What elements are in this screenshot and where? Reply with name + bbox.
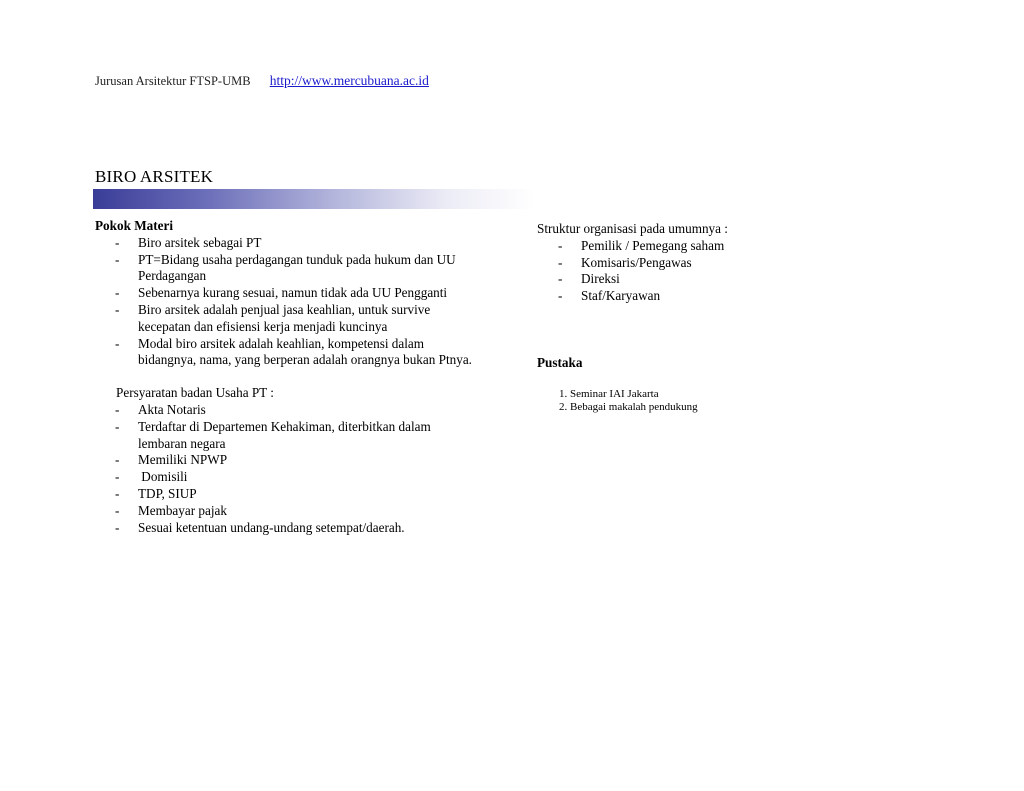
list-item [95,452,475,469]
dash-bullet: - [558,237,563,253]
dash-bullet: - [558,254,563,270]
list-item [95,336,475,370]
structure-list [537,238,837,305]
page-header [95,73,429,89]
dash-bullet: - [115,234,120,250]
right-column [537,221,837,415]
list-item-text: Direksi [581,271,620,287]
list-item-text: Modal biro arsitek adalah keahlian, kompetensi dalam bidangnya, nama, yang berperan adalah orangnya bukan Ptnya. [138,335,472,368]
list-item-text: Pemilik / Pemegang saham [581,237,725,253]
list-item-text: Staf/Karyawan [581,288,661,304]
department-label: Jurusan Arsitektur FTSP-UMB [95,74,251,88]
pokok-materi-list [95,235,475,369]
list-item-text: Sebenarnya kurang sesuai, namun tidak ada UU Pengganti [138,285,448,301]
references-list [537,388,837,415]
list-item-text: Domisili [138,469,188,485]
list-item [95,252,475,286]
dash-bullet: - [115,401,120,417]
requirements-list [95,402,475,536]
list-item [95,302,475,336]
list-item [537,255,837,272]
list-item-text: Akta Notaris [138,401,206,417]
pokok-materi-heading: Pokok Materi [95,218,174,233]
dash-bullet: - [558,271,563,287]
list-item [537,271,837,288]
list-item-text: Terdaftar di Departemen Kehakiman, diterbitkan dalam lembaran negara [138,418,431,451]
list-item [95,235,475,252]
dash-bullet: - [115,502,120,518]
reference-item: 1. Seminar IAI Jakarta [559,387,659,400]
list-item [95,486,475,503]
list-item [95,419,475,453]
left-column [95,218,475,536]
website-link[interactable]: http://www.mercubuana.ac.id [269,73,429,88]
list-item-text: Komisaris/Pengawas [581,254,692,270]
dash-bullet: - [115,335,120,351]
list-item-text: Biro arsitek sebagai PT [138,234,262,250]
dash-bullet: - [115,485,120,501]
dash-bullet: - [115,452,120,468]
list-item-text: Memiliki NPWP [138,452,228,468]
structure-title: Struktur organisasi pada umumnya : [537,221,728,236]
list-item-text: Sesuai ketentuan undang-undang setempat/daerah. [138,519,405,535]
page-title: BIRO ARSITEK [95,167,214,186]
dash-bullet: - [115,251,120,267]
list-item-text: PT=Bidang usaha perdagangan tunduk pada hukum dan UU Perdagangan [138,251,456,284]
list-item-text: Biro arsitek adalah penjual jasa keahlian, untuk survive kecepatan dan efisiensi kerja menjadi kuncinya [138,301,431,334]
list-item [95,402,475,419]
list-item [537,238,837,255]
list-item [95,520,475,537]
pustaka-heading: Pustaka [537,354,583,370]
list-item [95,469,475,486]
dash-bullet: - [115,301,120,317]
list-item [537,288,837,305]
dash-bullet: - [558,288,563,304]
dash-bullet: - [115,519,120,535]
dash-bullet: - [115,285,120,301]
requirements-title: Persyaratan badan Usaha PT : [116,385,274,401]
list-item-text: TDP, SIUP [138,485,197,501]
dash-bullet: - [115,469,120,485]
title-gradient-bar [93,189,535,209]
list-item [95,285,475,302]
list-item-text: Membayar pajak [138,502,227,518]
reference-item: 2. Bebagai makalah pendukung [559,401,698,414]
list-item [95,503,475,520]
dash-bullet: - [115,418,120,434]
